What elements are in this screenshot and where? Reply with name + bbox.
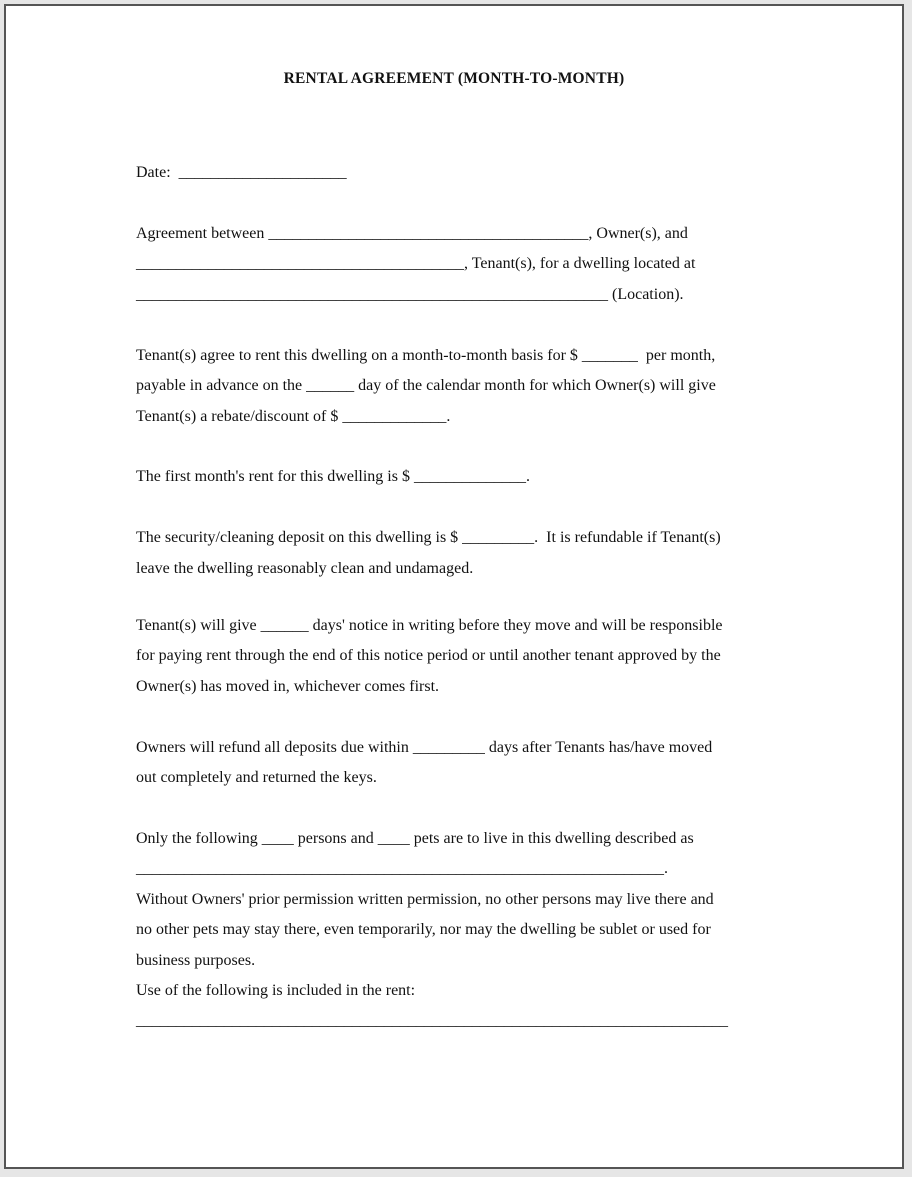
refund-line-2: out completely and returned the keys. xyxy=(136,769,377,786)
notice-line-2: for paying rent through the end of this notice period or until another tenant approved by the xyxy=(136,647,721,664)
occupants-line-4: no other pets may stay there, even temporarily, nor may the dwelling be sublet or used for xyxy=(136,921,711,938)
agreement-line-1: Agreement between ________________________________________, Owner(s), and xyxy=(136,225,688,242)
occupants-line-7: __________________________________________________________________________ xyxy=(136,1012,728,1029)
first-month-line: The first month's rent for this dwelling is $ ______________. xyxy=(136,468,530,485)
document-page xyxy=(4,4,904,1169)
occupants-line-2: __________________________________________________________________. xyxy=(136,860,668,877)
occupants-line-5: business purposes. xyxy=(136,952,256,969)
date-line: Date: _____________________ xyxy=(136,164,347,181)
occupants-line-1: Only the following ____ persons and ____ pets are to live in this dwelling described as xyxy=(136,830,694,847)
agreement-line-2: _________________________________________, Tenant(s), for a dwelling located at xyxy=(136,255,696,272)
occupants-line-3: Without Owners' prior permission written permission, no other persons may live there and xyxy=(136,891,714,908)
notice-line-1: Tenant(s) will give ______ days' notice in writing before they move and will be responsible xyxy=(136,617,723,634)
agreement-line-3: ___________________________________________________________ (Location). xyxy=(136,286,684,303)
refund-line-1: Owners will refund all deposits due within _________ days after Tenants has/have moved xyxy=(136,739,713,756)
document-title: RENTAL AGREEMENT (MONTH-TO-MONTH) xyxy=(283,70,625,87)
occupants-line-6: Use of the following is included in the rent: xyxy=(136,982,416,999)
rent-terms-line-2: payable in advance on the ______ day of the calendar month for which Owner(s) will give xyxy=(136,377,716,394)
deposit-line-2: leave the dwelling reasonably clean and undamaged. xyxy=(136,560,474,577)
rent-terms-line-3: Tenant(s) a rebate/discount of $ _____________. xyxy=(136,408,451,425)
rent-terms-line-1: Tenant(s) agree to rent this dwelling on a month-to-month basis for $ _______ per month, xyxy=(136,347,716,364)
deposit-line-1: The security/cleaning deposit on this dwelling is $ _________. It is refundable if Tenant(s) xyxy=(136,529,721,546)
notice-line-3: Owner(s) has moved in, whichever comes first. xyxy=(136,678,440,695)
